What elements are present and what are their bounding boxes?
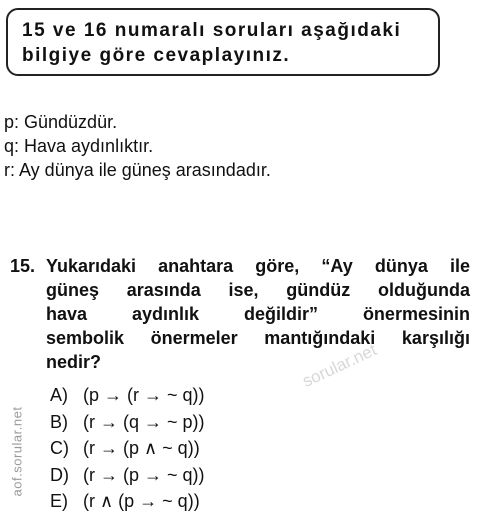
option-text: (r → (q → ~ p)) — [83, 411, 205, 432]
question-word: Yukarıdaki — [46, 256, 137, 276]
instruction-line-2: bilgiye göre cevaplayınız. — [22, 45, 291, 66]
option-d[interactable] — [50, 462, 205, 489]
option-letter: C) — [50, 438, 69, 458]
option-letter: E) — [50, 491, 68, 511]
question-word: olduğunda — [378, 280, 470, 300]
question-word: anahtara — [158, 256, 234, 276]
option-c[interactable] — [50, 435, 205, 462]
vertical-watermark: aof.sorular.net — [9, 406, 25, 497]
question-word: dünya — [374, 256, 428, 276]
option-text: (p → (r → ~ q)) — [83, 385, 205, 405]
instruction-box — [6, 8, 440, 76]
key-p: p: Gündüzdür. — [4, 112, 118, 132]
question-word: nedir? — [46, 352, 102, 372]
question-line — [46, 302, 470, 326]
option-letter: B) — [50, 411, 68, 432]
option-e[interactable] — [50, 488, 205, 515]
question-word: karşılığı — [401, 328, 470, 348]
proposition-key — [4, 110, 271, 182]
option-text: (r ∧ (p → ~ q)) — [83, 491, 200, 511]
question-line — [46, 254, 470, 278]
question-number: 15. — [10, 256, 36, 276]
option-letter: A) — [50, 385, 68, 405]
question-word: arasında — [126, 280, 201, 300]
question-word: aydınlık — [131, 304, 200, 324]
question-word: ile — [449, 256, 470, 276]
answer-options — [50, 382, 205, 515]
diagonal-watermark: sorular.net — [299, 340, 380, 391]
key-q: q: Hava aydınlıktır. — [4, 136, 154, 156]
question-word: değildir” — [243, 304, 318, 324]
question-word: güneş — [46, 280, 100, 300]
question-line — [46, 350, 470, 374]
question-word: göre, — [255, 256, 300, 276]
question-word: önermeler — [150, 328, 238, 348]
question-line — [46, 326, 470, 350]
option-letter: D) — [50, 464, 69, 485]
question-word: mantığındaki — [264, 328, 376, 348]
key-r: r: Ay dünya ile güneş arasındadır. — [4, 160, 271, 180]
question-word: hava — [46, 304, 88, 324]
question-line — [46, 278, 470, 302]
question-text — [46, 254, 470, 374]
question-word: gündüz — [286, 280, 351, 300]
option-b[interactable] — [50, 409, 205, 436]
option-text: (r → (p ∧ ~ q)) — [83, 438, 200, 458]
question-word: sembolik — [46, 328, 125, 348]
question-word: “Ay — [321, 256, 353, 276]
question-word: önermesinin — [362, 304, 470, 324]
instruction-line-1: 15 ve 16 numaralı soruları aşağıdaki — [22, 20, 402, 41]
option-a[interactable] — [50, 382, 205, 409]
question-word: ise, — [228, 280, 259, 300]
option-text: (r → (p → ~ q)) — [83, 464, 205, 485]
